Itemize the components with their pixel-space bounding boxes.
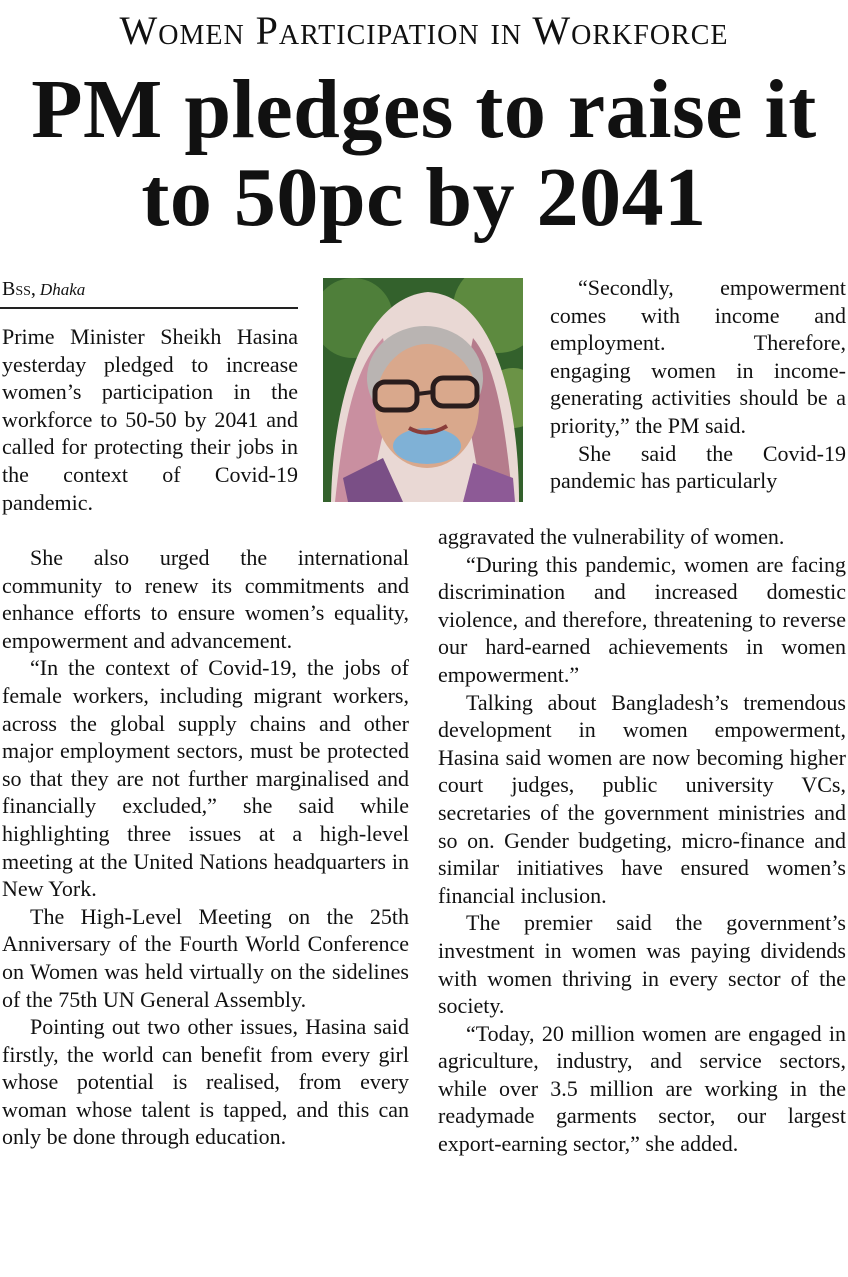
- paragraph-5: Pointing out two other issues, Hasina said firstly, the world can benefit from every girl whose potential is realised, from every woman whose talent is tapped, and this can only be done through education.: [2, 1014, 409, 1150]
- headline-line-1: PM pledges to raise it: [31, 63, 817, 156]
- article-column-2-top: [550, 274, 846, 495]
- paragraph-9: Talking about Bangladesh’s tremendous development in women empowerment, Hasina said women are now becoming higher court judges, public university VCs, secretaries of the government ministries and so on. Gender budgeting, micro-finance and similar initiatives have ensured women’s financial inclusion.: [438, 689, 846, 908]
- section-kicker: Women Participation in Workforce: [119, 8, 729, 53]
- paragraph-6: “Secondly, empowerment comes with income and employment. Therefore, engaging women in income-generating activities should be a priority,” the PM said.: [550, 275, 846, 438]
- portrait-photo-icon: [323, 278, 523, 502]
- byline: [2, 276, 85, 303]
- paragraph-7-end: aggravated the vulnerability of women.: [438, 524, 785, 549]
- headline-line-2: to 50pc by 2041: [141, 151, 707, 244]
- paragraph-10: The premier said the government’s investment in women was paying dividends with women thriving in every sector of the society.: [438, 910, 846, 1019]
- paragraph-11: “Today, 20 million women are engaged in agriculture, industry, and service sectors, while over 3.5 million are working in the readymade garments sector, our largest export-earning sector,” she added.: [438, 1020, 846, 1157]
- article-column-1-top: [2, 323, 298, 516]
- article-column-1-bottom: [2, 544, 409, 1151]
- portrait-photo: [323, 278, 523, 502]
- paragraph-8: “During this pandemic, women are facing discrimination and increased domestic violence, and therefore, threatening to reverse our hard-earned achievements in women empowerment.”: [438, 551, 846, 687]
- paragraph-1: Prime Minister Sheikh Hasina yesterday pledged to increase women’s participation in the workforce to 50-50 by 2041 and called for protecting their jobs in the context of Covid-19 pandemic.: [2, 324, 298, 515]
- paragraph-4: The High-Level Meeting on the 25th Anniversary of the Fourth World Conference on Women was held virtually on the sidelines of the 75th UN General Assembly.: [2, 903, 409, 1012]
- headline: [0, 63, 848, 244]
- paragraph-7-start: She said the Covid-19 pandemic has particularly: [550, 440, 846, 494]
- paragraph-2: She also urged the international community to renew its commitments and enhance efforts to ensure women’s equality, empowerment and advancement.: [2, 545, 409, 653]
- byline-rule: [0, 307, 298, 309]
- byline-agency: Bss,: [2, 278, 36, 300]
- byline-place: Dhaka: [39, 280, 86, 299]
- paragraph-3: “In the context of Covid-19, the jobs of female workers, including migrant workers, across the global supply chains and other major employment sectors, must be protected so that they are not further marginalised and financially excluded,” she said while highlighting three issues at a high-level meeting at the United Nations headquarters in New York.: [2, 655, 409, 902]
- article-column-2-bottom: [438, 523, 846, 1158]
